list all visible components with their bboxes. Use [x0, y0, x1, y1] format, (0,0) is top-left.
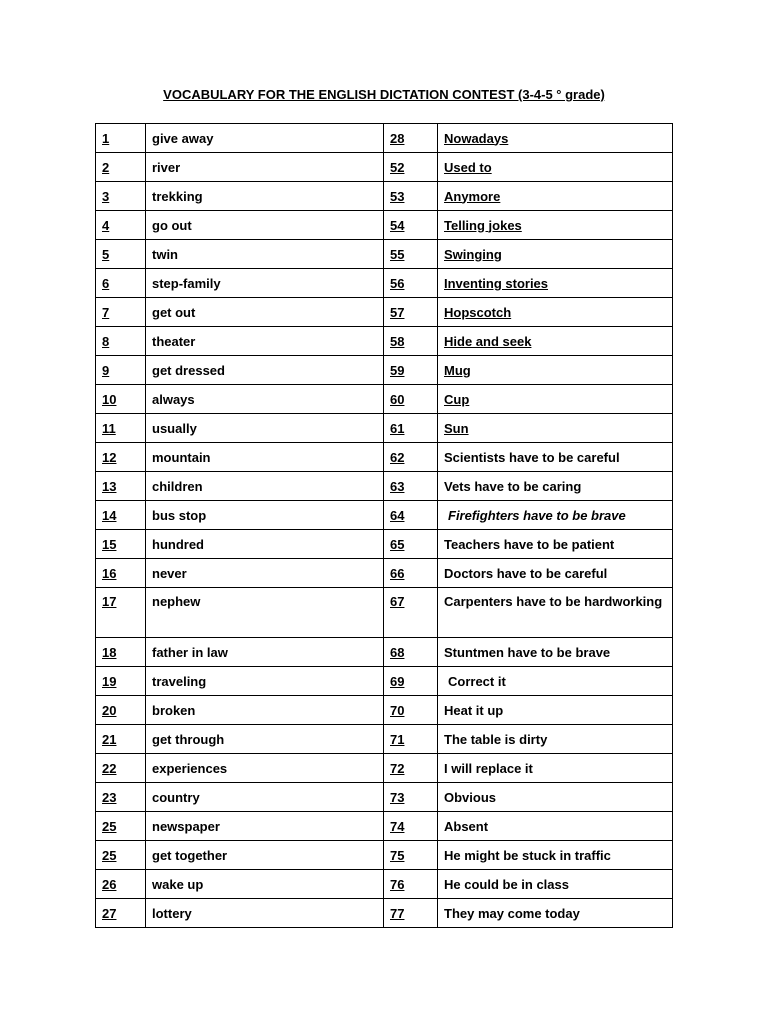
vocab-word-right: He could be in class	[438, 870, 673, 899]
item-number-left: 19	[96, 667, 146, 696]
item-number-left: 16	[96, 559, 146, 588]
vocab-word-left: country	[146, 783, 384, 812]
vocab-word-left: give away	[146, 124, 384, 153]
table-row	[96, 696, 673, 725]
item-number-left: 12	[96, 443, 146, 472]
vocab-word-right: The table is dirty	[438, 725, 673, 754]
item-number-left: 18	[96, 638, 146, 667]
item-number-left: 9	[96, 356, 146, 385]
item-number-right: 56	[384, 269, 438, 298]
vocabulary-table	[95, 123, 673, 928]
vocab-word-right: Hide and seek	[438, 327, 673, 356]
item-number-left: 17	[96, 588, 146, 638]
item-number-right: 69	[384, 667, 438, 696]
vocab-word-left: father in law	[146, 638, 384, 667]
table-row	[96, 182, 673, 211]
item-number-left: 7	[96, 298, 146, 327]
item-number-right: 52	[384, 153, 438, 182]
item-number-left: 1	[96, 124, 146, 153]
item-number-right: 65	[384, 530, 438, 559]
vocab-word-left: get dressed	[146, 356, 384, 385]
vocab-word-right: Swinging	[438, 240, 673, 269]
item-number-left: 13	[96, 472, 146, 501]
item-number-right: 60	[384, 385, 438, 414]
item-number-right: 61	[384, 414, 438, 443]
table-row	[96, 638, 673, 667]
vocab-word-left: trekking	[146, 182, 384, 211]
item-number-right: 53	[384, 182, 438, 211]
item-number-left: 10	[96, 385, 146, 414]
vocab-word-right: Firefighters have to be brave	[438, 501, 673, 530]
table-row	[96, 841, 673, 870]
vocab-word-left: get out	[146, 298, 384, 327]
vocab-word-right: Anymore	[438, 182, 673, 211]
item-number-left: 25	[96, 841, 146, 870]
item-number-right: 68	[384, 638, 438, 667]
table-row	[96, 667, 673, 696]
vocab-word-left: step-family	[146, 269, 384, 298]
vocab-word-left: traveling	[146, 667, 384, 696]
table-row	[96, 240, 673, 269]
vocab-word-left: twin	[146, 240, 384, 269]
item-number-left: 8	[96, 327, 146, 356]
table-row	[96, 385, 673, 414]
vocab-word-right: Inventing stories	[438, 269, 673, 298]
vocab-word-right: Hopscotch	[438, 298, 673, 327]
vocab-word-left: experiences	[146, 754, 384, 783]
vocab-word-left: hundred	[146, 530, 384, 559]
table-row	[96, 124, 673, 153]
vocab-word-right: Nowadays	[438, 124, 673, 153]
vocab-word-right: Doctors have to be careful	[438, 559, 673, 588]
table-row	[96, 298, 673, 327]
vocab-word-left: go out	[146, 211, 384, 240]
table-row	[96, 559, 673, 588]
item-number-right: 73	[384, 783, 438, 812]
vocab-word-left: mountain	[146, 443, 384, 472]
item-number-right: 66	[384, 559, 438, 588]
item-number-right: 76	[384, 870, 438, 899]
item-number-left: 21	[96, 725, 146, 754]
vocab-word-left: get through	[146, 725, 384, 754]
table-row	[96, 211, 673, 240]
vocab-word-left: never	[146, 559, 384, 588]
item-number-right: 28	[384, 124, 438, 153]
table-row	[96, 472, 673, 501]
vocab-word-right: Used to	[438, 153, 673, 182]
item-number-right: 62	[384, 443, 438, 472]
vocab-word-left: bus stop	[146, 501, 384, 530]
table-row	[96, 414, 673, 443]
item-number-right: 63	[384, 472, 438, 501]
vocab-word-right: Heat it up	[438, 696, 673, 725]
item-number-left: 23	[96, 783, 146, 812]
vocab-word-left: river	[146, 153, 384, 182]
vocab-word-right: Scientists have to be careful	[438, 443, 673, 472]
vocab-word-right: I will replace it	[438, 754, 673, 783]
vocab-word-right: Cup	[438, 385, 673, 414]
vocab-word-right: Carpenters have to be hardworking	[438, 588, 673, 638]
vocab-word-right: Stuntmen have to be brave	[438, 638, 673, 667]
table-row	[96, 327, 673, 356]
item-number-right: 70	[384, 696, 438, 725]
table-row	[96, 153, 673, 182]
vocab-word-left: always	[146, 385, 384, 414]
item-number-right: 55	[384, 240, 438, 269]
item-number-left: 20	[96, 696, 146, 725]
vocab-word-left: get together	[146, 841, 384, 870]
item-number-left: 5	[96, 240, 146, 269]
table-row	[96, 870, 673, 899]
item-number-left: 15	[96, 530, 146, 559]
vocab-word-left: usually	[146, 414, 384, 443]
vocab-word-right: Teachers have to be patient	[438, 530, 673, 559]
item-number-left: 11	[96, 414, 146, 443]
item-number-right: 72	[384, 754, 438, 783]
vocab-word-right: Sun	[438, 414, 673, 443]
item-number-left: 4	[96, 211, 146, 240]
item-number-left: 25	[96, 812, 146, 841]
table-row	[96, 530, 673, 559]
item-number-right: 67	[384, 588, 438, 638]
item-number-left: 14	[96, 501, 146, 530]
item-number-left: 26	[96, 870, 146, 899]
item-number-left: 22	[96, 754, 146, 783]
vocab-word-right: Vets have to be caring	[438, 472, 673, 501]
item-number-right: 58	[384, 327, 438, 356]
vocab-word-left: newspaper	[146, 812, 384, 841]
vocab-word-left: wake up	[146, 870, 384, 899]
vocab-word-right: Mug	[438, 356, 673, 385]
vocab-word-right: He might be stuck in traffic	[438, 841, 673, 870]
table-row	[96, 783, 673, 812]
vocab-word-right: Obvious	[438, 783, 673, 812]
table-row	[96, 754, 673, 783]
table-row	[96, 501, 673, 530]
vocab-word-right: Telling jokes	[438, 211, 673, 240]
table-row	[96, 269, 673, 298]
vocab-word-right: They may come today	[438, 899, 673, 928]
table-row	[96, 588, 673, 638]
document-title: VOCABULARY FOR THE ENGLISH DICTATION CONTEST (3-4-5 ° grade)	[163, 87, 605, 102]
vocab-word-left: theater	[146, 327, 384, 356]
item-number-right: 54	[384, 211, 438, 240]
item-number-right: 64	[384, 501, 438, 530]
item-number-right: 74	[384, 812, 438, 841]
table-row	[96, 443, 673, 472]
item-number-right: 57	[384, 298, 438, 327]
item-number-left: 27	[96, 899, 146, 928]
table-row	[96, 812, 673, 841]
item-number-left: 6	[96, 269, 146, 298]
vocab-word-left: lottery	[146, 899, 384, 928]
item-number-right: 59	[384, 356, 438, 385]
table-row	[96, 356, 673, 385]
item-number-right: 75	[384, 841, 438, 870]
table-row	[96, 725, 673, 754]
vocab-word-left: broken	[146, 696, 384, 725]
vocab-word-left: nephew	[146, 588, 384, 638]
item-number-right: 71	[384, 725, 438, 754]
vocab-word-left: children	[146, 472, 384, 501]
vocab-word-right: Absent	[438, 812, 673, 841]
item-number-left: 2	[96, 153, 146, 182]
item-number-left: 3	[96, 182, 146, 211]
item-number-right: 77	[384, 899, 438, 928]
table-row	[96, 899, 673, 928]
vocab-word-right: Correct it	[438, 667, 673, 696]
